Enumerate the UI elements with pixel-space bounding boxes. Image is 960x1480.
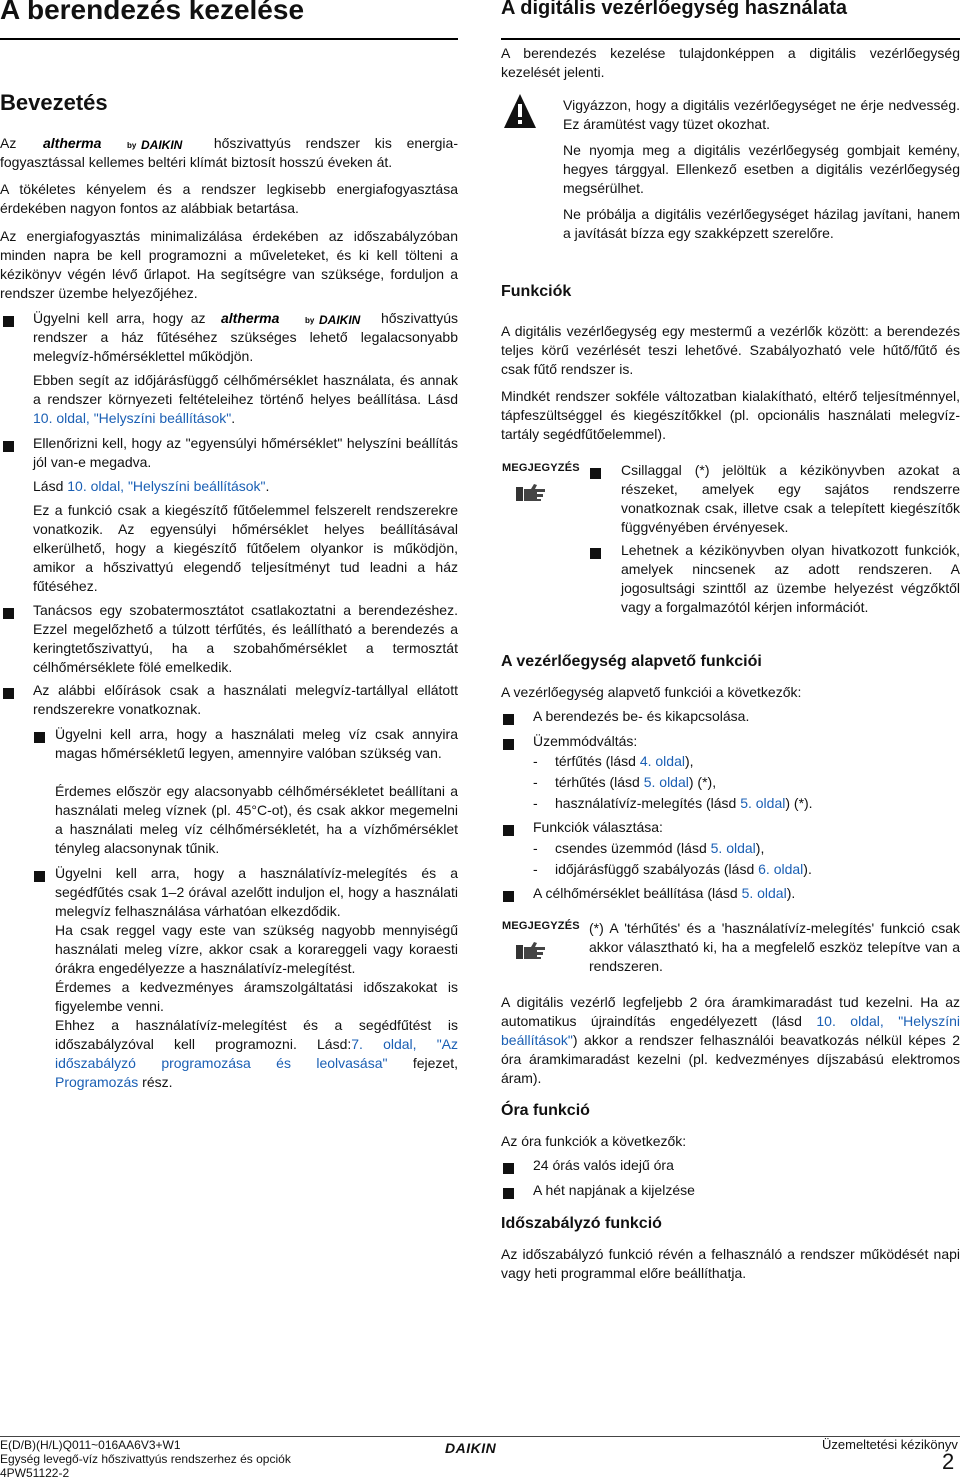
link-page[interactable]: 4. oldal	[639, 753, 685, 769]
section-intro: A berendezés kezelése tulajdonképpen a digitális vezérlőegység kezelését jelenti.	[501, 45, 960, 80]
sub-bullet-1-text: Ügyelni kell arra, hogy a használati meleg víz csak annyira magas hőmérsékletű legyen, amennyire valóban szükség van.	[55, 726, 458, 761]
sub-bullet-square	[34, 871, 45, 882]
text: Ügyelni kell arra, hogy az	[33, 310, 206, 326]
dash: -	[533, 795, 538, 811]
text: fejezet,	[387, 1055, 458, 1071]
basic-function-2-dash-2	[533, 773, 960, 792]
text: időjárásfüggő szabályozás (lásd	[555, 861, 759, 877]
text: rész.	[138, 1074, 173, 1090]
daikin-logo	[445, 1440, 496, 1456]
link-page[interactable]: 6. oldal	[758, 861, 804, 877]
clock-function-2: A hét napjának a kijelzése	[533, 1182, 695, 1198]
header-rule-right	[501, 38, 960, 40]
bullet-3-text: Tanácsos egy szobatermosztátot csatlakoztatni a berendezéshez. Ezzel megelőzhető a túlzott térfűtés, és leállítható a berendezés a keringtetőszivattyú, ha a szobahőmérséklet a termosztát célhőmérséklete fölé emelkedik.	[33, 602, 458, 675]
power-outage-paragraph	[501, 993, 960, 1088]
text: .	[231, 410, 236, 426]
link-helyszini-beallitasok[interactable]: 10. oldal, "Helyszíni beállítások"	[33, 410, 232, 426]
text: hőszivattyús rendszer a ház fűtéséhez szükséges lehető legalacsonyabb melegvíz-hőmérséklettel működjön.	[33, 310, 459, 364]
text: ),	[755, 840, 765, 856]
dash: -	[533, 861, 538, 877]
funkciok-paragraph-2: Mindkét rendszer sokféle változatban kialakítható, eltérő teljesítménnyel, tápfeszültséggel és kiegészítőkkel (pl. opcionális használati melegvíz-tartály segédfűtőelemmel).	[501, 388, 960, 442]
warning-2: Ne nyomja meg a digitális vezérlőegység gombjait kemény, hegyes tárggyal. Ellenkező esetben a digitális vezérlőegység megsérülhet.	[563, 142, 960, 196]
text: ).	[786, 885, 796, 901]
logo-word-daikin: DAIKIN	[141, 138, 183, 152]
funkciok-heading: Funkciók	[501, 283, 572, 300]
bullet-square	[3, 608, 14, 619]
bullet-1-text	[33, 309, 458, 366]
bullet-square	[3, 316, 14, 327]
logo-word-daikin: DAIKIN	[319, 313, 361, 327]
clock-intro: Az óra funkciók a következők:	[501, 1133, 687, 1149]
text: ) (*),	[688, 774, 717, 790]
bullet-square	[3, 688, 14, 699]
note-label: MEGJEGYZÉS	[502, 920, 580, 932]
timer-heading: Időszabályzó funkció	[501, 1215, 662, 1232]
link-page[interactable]: 5. oldal	[740, 795, 786, 811]
header-rule-left	[0, 38, 458, 40]
note-1-bullet-2: Lehetnek a kézikönyvben olyan hivatkozott funkciók, amelyek nincsenek az adott rendszeren. A jogosultsági szinttől az üzembe helyezést végzőktől vagy a forgalmazótól kérjen információt.	[621, 542, 960, 615]
main-title: A berendezés kezelése	[0, 0, 305, 25]
text: ) akkor a rendszer felhasználói beavatkozás nélkül képes 2 óra áramkimaradást kezelni (pl. kedvezményes díjszabású elektromos áram).	[501, 1032, 960, 1086]
altherma-logo	[221, 312, 365, 326]
logo-word-altherma: altherma	[221, 312, 280, 327]
section-title: A digitális vezérlőegység használata	[501, 0, 848, 19]
basic-function-3-dash-1	[533, 839, 960, 858]
bullet-2-paragraph-3: Ez a funkció csak a kiegészítő fűtőelemmel felszerelt rendszerekre vonatkozik. Az egyensúlyi hőmérséklet helyes beállításával elkerülhető, hogy a kiegészítő fűtőelem olyankor is működjön, amikor a hőszivattyú elegendő teljesítményt tud leadni a ház fűtéséhez.	[33, 502, 458, 594]
note-bullet-square	[590, 548, 601, 559]
sub-bullet-2-paragraph-2: Ha csak reggel vagy este van szükség nagyobb mennyiségű használati meleg vízre, akkor csak a korareggeli vagy koraesti órákra engedélyezze a használatívíz-melegítést.	[55, 922, 458, 976]
bullet-square	[503, 891, 514, 902]
text: használatívíz-melegítés (lásd	[555, 795, 741, 811]
basic-function-2-dash-3	[533, 794, 960, 813]
warning-1: Vigyázzon, hogy a digitális vezérlőegységet ne érje nedvesség. Ez áramütést vagy tüzet okozhat.	[563, 97, 960, 132]
intro-paragraph-2: A tökéletes kényelem és a rendszer legkisebb energiafogyasztása érdekében nagyon fontos az alábbiak betartása.	[0, 181, 458, 216]
altherma-logo-svg	[43, 137, 187, 151]
basic-function-2-dash-1	[533, 752, 960, 771]
bullet-square	[503, 714, 514, 725]
text: A célhőmérséklet beállítása (lásd	[533, 885, 742, 901]
logo-word-by: by	[305, 316, 315, 326]
note-label: MEGJEGYZÉS	[502, 462, 580, 474]
timer-paragraph: Az időszabályzó funkció révén a felhasználó a rendszer működését napi vagy heti programmal előre beállíthatja.	[501, 1246, 960, 1281]
link-page[interactable]: 5. oldal	[741, 885, 787, 901]
footer-model: E(D/B)(H/L)Q011~016AA6V3+W1	[0, 1438, 181, 1452]
text: Az	[0, 135, 17, 151]
note-bullet-square	[590, 468, 601, 479]
link-page[interactable]: 5. oldal	[643, 774, 689, 790]
text: A digitális vezérlő legfeljebb 2 óra áramkimaradást tud kezelni. Ha az automatikus újraindítás engedélyezett (lásd	[501, 994, 960, 1029]
bullet-4-text: Az alábbi előírások csak a használati melegvíz-tartállyal ellátott rendszerekre vonatkoznak.	[33, 682, 458, 717]
basic-function-1: A berendezés be- és kikapcsolása.	[533, 708, 750, 724]
basic-function-3-dash-2	[533, 860, 960, 879]
link-page[interactable]: 5. oldal	[710, 840, 756, 856]
sub-bullet-square	[34, 732, 45, 743]
note-2-text: (*) A 'térhűtés' és a 'használatívíz-melegítés' funkció csak akkor választható ki, ha a megfelelő eszköz telepítve van a rendszeren.	[589, 920, 960, 974]
note-1-bullet-1: Csillaggal (*) jelöltük a kézikönyvben azokat a részeket, amelyek egy sajátos rendszerre vonatkoznak csak, illetve csak a telepített kiegészítők függvényében érvényesek.	[621, 462, 960, 535]
text: ) (*).	[785, 795, 813, 811]
basic-functions-heading: A vezérlőegység alapvető funkciói	[501, 653, 762, 670]
footer-rule	[0, 1436, 960, 1437]
altherma-logo-svg	[221, 312, 365, 326]
bullet-2-text: Ellenőrizni kell, hogy az "egyensúlyi hőmérséklet" helyszíni beállítás jól van-e megadva.	[33, 435, 458, 470]
basic-functions-intro: A vezérlőegység alapvető funkciói a következők:	[501, 684, 802, 700]
sub-bullet-1-paragraph-2: Érdemes először egy alacsonyabb célhőmérsékletet beállítani a használati meleg víznek (pl. 45°C-ot), és csak akkor megemelni a használati meleg víz célhőmérsékletét, ha a vízhőmérséklet tényleg alacsonynak tűnik.	[55, 783, 458, 856]
bullet-square	[503, 1188, 514, 1199]
text: Ebben segít az időjárásfüggő célhőmérséklet használata, és annak a rendszer környezeti feltételeihez történő helyes beállítása. Lásd	[33, 372, 458, 407]
link-helyszini-beallitasok[interactable]: 10. oldal, "Helyszíni beállítások"	[501, 1013, 960, 1048]
footer-manual: Üzemeltetési kézikönyv	[822, 1437, 958, 1452]
pointing-hand-icon	[515, 939, 547, 966]
altherma-logo	[43, 137, 187, 151]
clock-heading: Óra funkció	[501, 1102, 590, 1119]
intro-heading: Bevezetés	[0, 90, 108, 115]
logo-word-by: by	[127, 141, 137, 151]
basic-function-3: Funkciók választása:	[533, 819, 663, 835]
dash: -	[533, 753, 538, 769]
text: ).	[803, 861, 812, 877]
link-helyszini-beallitasok[interactable]: 10. oldal, "Helyszíni beállítások"	[67, 478, 266, 494]
sub-bullet-2-text: Ügyelni kell arra, hogy a használatívíz-melegítés és a segédfűtés csak 1–2 órával azelőtt induljon el, hogy a használati melegvíz felhasználása várhatóan elkezdődik.	[55, 865, 458, 919]
bullet-2-paragraph-2	[33, 477, 458, 496]
dash: -	[533, 840, 538, 856]
bullet-square	[3, 441, 14, 452]
link-programozas[interactable]: Programozás	[55, 1074, 139, 1090]
warning-3: Ne próbálja a digitális vezérlőegységet házilag javítani, hanem a javítását bízza egy szakképzett szerelőre.	[563, 206, 960, 241]
dash: -	[533, 774, 538, 790]
text: csendes üzemmód (lásd	[555, 840, 711, 856]
text: Lásd	[33, 478, 68, 494]
basic-function-4	[533, 884, 960, 903]
footer-code: 4PW51122-2	[0, 1466, 70, 1480]
sub-bullet-2-paragraph-4	[55, 1016, 458, 1092]
text: ),	[684, 753, 694, 769]
intro-paragraph-3: Az energiafogyasztás minimalizálása érdekében az időszabályzóban minden napra be kell programozni a műveleteket, és ki kell tölteni a kézikönyv végén lévő űrlapot. Ha segítségre van szüksége, forduljon a rendszer üzembe helyezőjéhez.	[0, 228, 458, 301]
intro-paragraph-1	[0, 134, 458, 172]
link-idoszabalyzo-programozasa[interactable]: 7. oldal, "Az időszabályzó programozása és leolvasása"	[55, 1036, 459, 1071]
bullet-square	[503, 739, 514, 750]
clock-function-1: 24 órás valós idejű óra	[533, 1157, 674, 1173]
page-number: 2	[942, 1449, 955, 1474]
pointing-hand-icon	[515, 481, 547, 508]
text: Ehhez a használatívíz-melegítést és a segédfűtést is időszabályzóval kell programozni. Lásd:	[55, 1017, 458, 1052]
text: hőszivattyús rendszer kis energia-fogyasztással kellemes beltéri klímát biztosít hosszú éveken át.	[0, 135, 458, 170]
logo-word-altherma: altherma	[43, 137, 102, 152]
daikin-logo-text: DAIKIN	[445, 1440, 497, 1456]
bullet-square	[503, 1163, 514, 1174]
sub-bullet-2-paragraph-3: Érdemes a kedvezményes áramszolgáltatási időszakokat is figyelembe venni.	[55, 979, 458, 1014]
text: .	[265, 478, 270, 494]
bullet-1-paragraph-2	[33, 371, 458, 428]
bullet-square	[503, 825, 514, 836]
warning-icon	[502, 92, 538, 135]
text: térfűtés (lásd	[555, 753, 640, 769]
funkciok-paragraph-1: A digitális vezérlőegység egy mestermű a vezérlők között: a berendezés teljes körű vezérlését teszi lehetővé. Szabályozható vele hűtő/fűtő és csak fűtő rendszer is.	[501, 323, 960, 377]
footer-description: Egység levegő-víz hőszivattyús rendszerhez és opciók	[0, 1452, 291, 1466]
basic-function-2: Üzemmódváltás:	[533, 733, 638, 749]
text: térhűtés (lásd	[555, 774, 644, 790]
